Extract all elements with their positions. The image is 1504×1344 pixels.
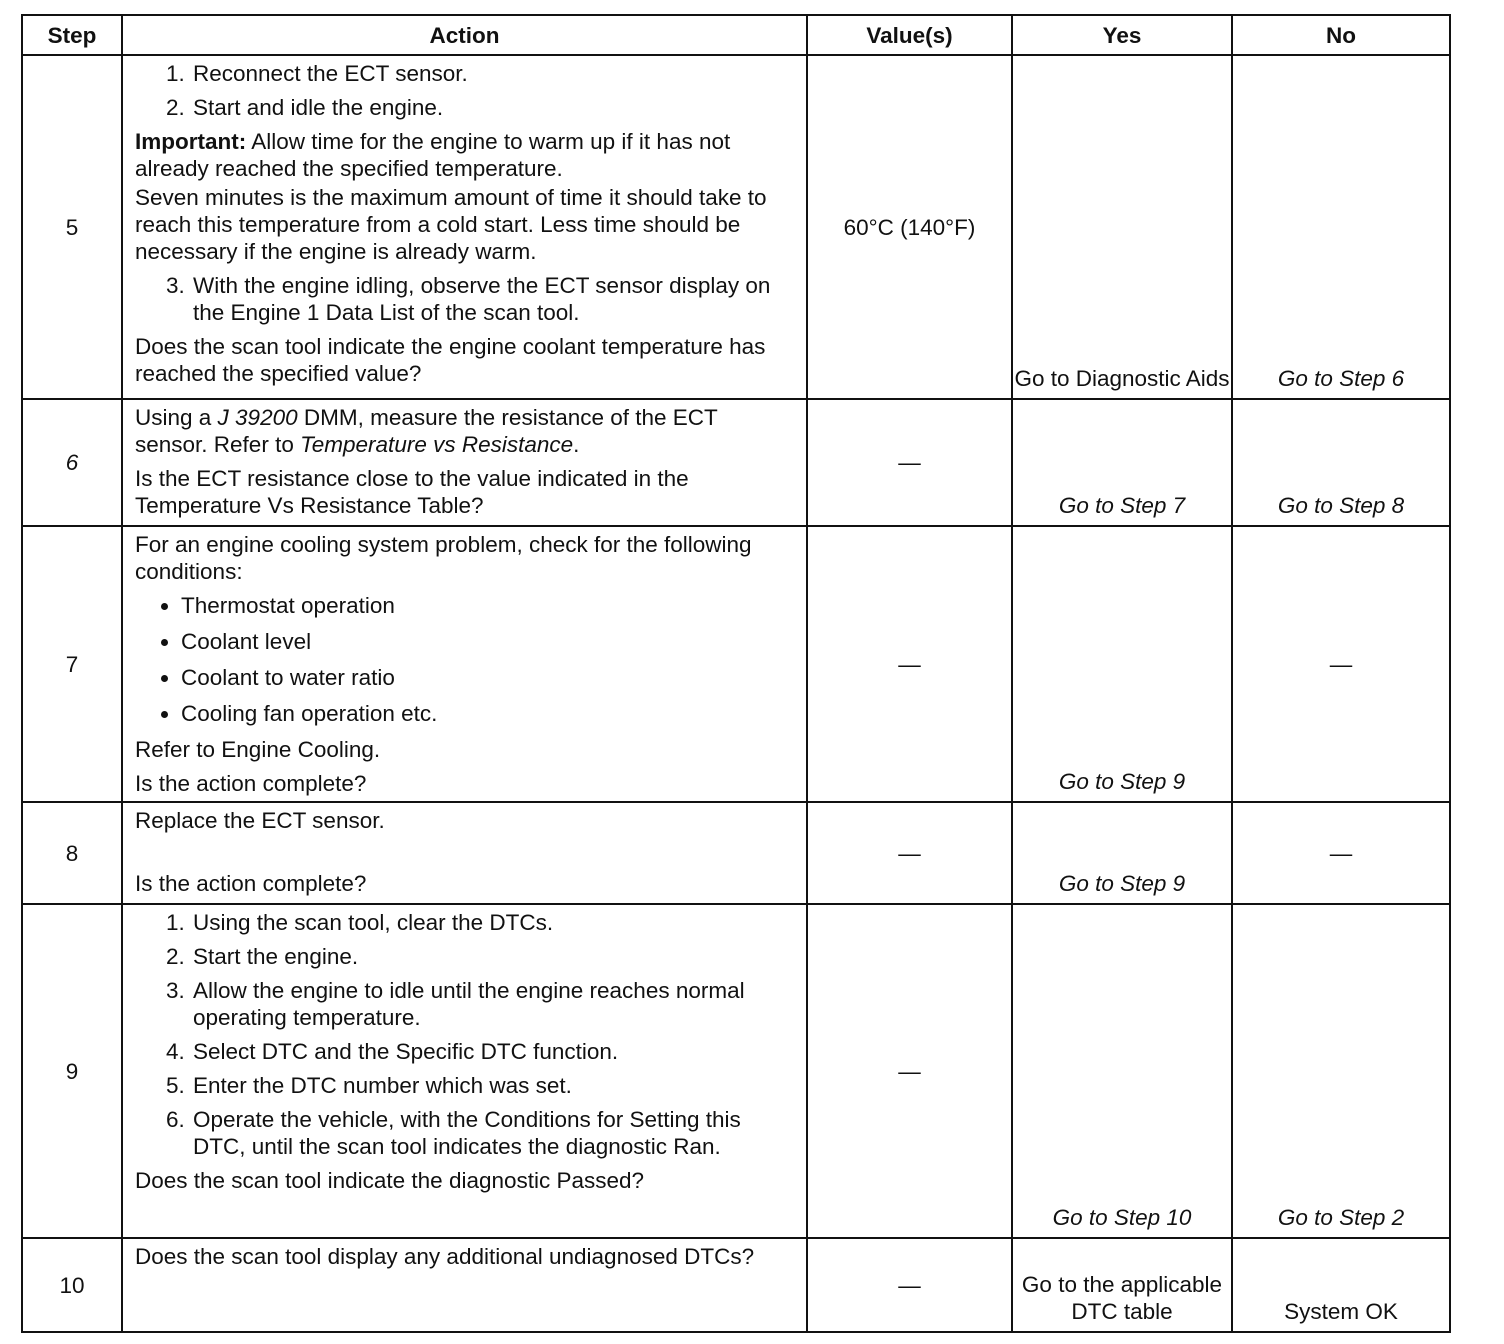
no-cell: System OK (1232, 1238, 1450, 1332)
action-cell (122, 1238, 807, 1332)
action-cell (122, 399, 807, 526)
diagnostic-table-container (21, 14, 1451, 1333)
table-row-step-10 (22, 1238, 1450, 1332)
table-header-row (22, 15, 1450, 55)
conditions-list (135, 592, 794, 727)
document-reference: Temperature vs Resistance (300, 432, 574, 457)
action-question: Does the scan tool display any additional undiagnosed DTCs? (135, 1244, 755, 1269)
list-item: • Coolant to water ratio (181, 664, 794, 691)
important-label: Important: (135, 129, 247, 154)
value-cell: — (807, 904, 1012, 1238)
important-text: Allow time for the engine to warm up if it has not already reached the specified temperature. (135, 129, 731, 181)
instruction-text: . (573, 432, 580, 457)
instruction-text: DMM, measure the resistance of the ECT sensor. Refer to (135, 405, 718, 457)
no-cell: Go to Step 6 (1232, 55, 1450, 399)
important-note (135, 128, 794, 182)
instruction-text: Using a (135, 405, 218, 430)
action-cell (122, 802, 807, 904)
action-cell (122, 526, 807, 802)
value-cell: — (807, 802, 1012, 904)
action-question: Is the action complete? (135, 771, 367, 796)
list-item: 1. Using the scan tool, clear the DTCs. (191, 909, 794, 936)
list-item: 4. Select DTC and the Specific DTC function. (191, 1038, 794, 1065)
step-number: 7 (22, 526, 122, 802)
yes-cell: Go to Step 9 (1012, 802, 1232, 904)
table-row-step-9 (22, 904, 1450, 1238)
tool-reference: J 39200 (217, 405, 298, 430)
action-instruction (135, 404, 794, 458)
step-number: 5 (22, 55, 122, 399)
action-instruction: Replace the ECT sensor. (135, 808, 385, 833)
action-question: Is the ECT resistance close to the value indicated in the Temperature Vs Resistance Table? (135, 466, 689, 518)
table-row-step-7 (22, 526, 1450, 802)
action-cell (122, 55, 807, 399)
no-cell: Go to Step 2 (1232, 904, 1450, 1238)
value-cell: — (807, 1238, 1012, 1332)
table-row-step-6 (22, 399, 1450, 526)
action-numbered-list (135, 909, 794, 1160)
list-item: 5. Enter the DTC number which was set. (191, 1072, 794, 1099)
action-question: Does the scan tool indicate the diagnostic Passed? (135, 1168, 645, 1193)
action-intro: For an engine cooling system problem, check for the following conditions: (135, 532, 752, 584)
value-cell: — (807, 526, 1012, 802)
action-refer: Refer to Engine Cooling. (135, 737, 381, 762)
list-item: 2. Start and idle the engine. (191, 94, 794, 121)
header-step: Step (22, 15, 122, 55)
step-number: 9 (22, 904, 122, 1238)
action-numbered-list (135, 60, 794, 121)
action-question: Does the scan tool indicate the engine coolant temperature has reached the specified value? (135, 334, 766, 386)
step-number: 6 (22, 399, 122, 526)
header-no: No (1232, 15, 1450, 55)
list-item: 3. Allow the engine to idle until the engine reaches normal operating temperature. (191, 977, 794, 1031)
yes-cell: Go to Step 10 (1012, 904, 1232, 1238)
list-item: • Cooling fan operation etc. (181, 700, 794, 727)
list-item: 2. Start the engine. (191, 943, 794, 970)
header-yes: Yes (1012, 15, 1232, 55)
action-question: Is the action complete? (135, 871, 367, 896)
header-values: Value(s) (807, 15, 1012, 55)
table-row-step-5 (22, 55, 1450, 399)
no-cell: — (1232, 526, 1450, 802)
diagnostic-table (21, 14, 1451, 1333)
no-cell: Go to Step 8 (1232, 399, 1450, 526)
list-item: 6. Operate the vehicle, with the Conditions for Setting this DTC, until the scan tool indicates the diagnostic Ran. (191, 1106, 794, 1160)
yes-cell: Go to Diagnostic Aids (1012, 55, 1232, 399)
action-numbered-list (135, 272, 794, 326)
note-text: Seven minutes is the maximum amount of time it should take to reach this temperature from a cold start. Less time should be necessary if the engine is already warm. (135, 185, 767, 264)
step-number: 8 (22, 802, 122, 904)
header-action: Action (122, 15, 807, 55)
list-item: 1. Reconnect the ECT sensor. (191, 60, 794, 87)
list-item: • Thermostat operation (181, 592, 794, 619)
value-cell: 60°C (140°F) (807, 55, 1012, 399)
table-row-step-8 (22, 802, 1450, 904)
yes-cell: Go to the applicable DTC table (1012, 1238, 1232, 1332)
value-cell: — (807, 399, 1012, 526)
action-cell (122, 904, 807, 1238)
step-number: 10 (22, 1238, 122, 1332)
list-item: • Coolant level (181, 628, 794, 655)
no-cell: — (1232, 802, 1450, 904)
yes-cell: Go to Step 9 (1012, 526, 1232, 802)
yes-cell: Go to Step 7 (1012, 399, 1232, 526)
list-item: 3. With the engine idling, observe the ECT sensor display on the Engine 1 Data List of the scan tool. (191, 272, 794, 326)
